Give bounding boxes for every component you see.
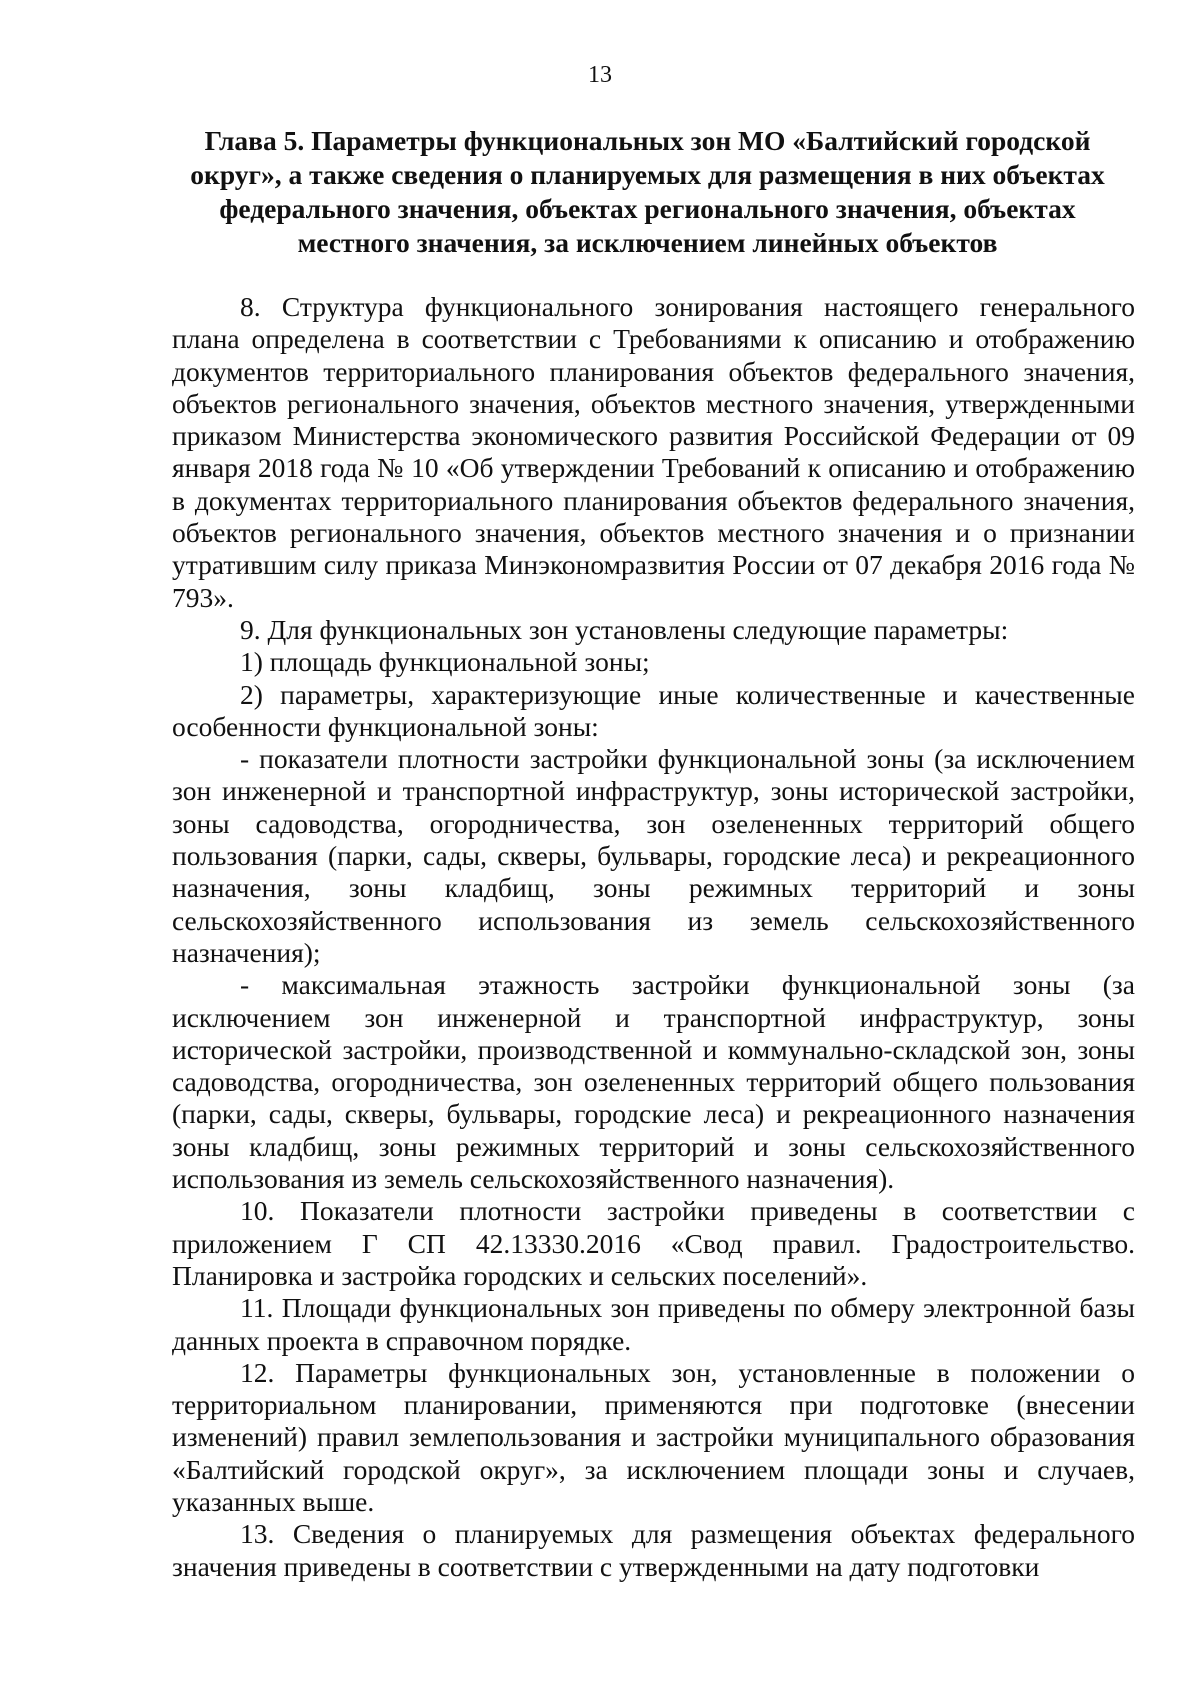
paragraph-13: 13. Сведения о планируемых для размещения объектах федерального значения приведены в соответствии с утвержденными на дату подготовки (172, 1518, 1135, 1582)
dash-item-floors: - максимальная этажность застройки функциональной зоны (за исключением зон инженерной и транспортной инфраструктур, зоны исторической застройки, производственной и коммунально-складской зон, зоны садоводства, огородничества, зон озелененных территорий общего пользования (парки, сады, скверы, бульвары, городские леса) и рекреационного назначения зоны кладбищ, зоны режимных территорий и зоны сельскохозяйственного использования из земель сельскохозяйственного назначения). (172, 969, 1135, 1195)
heading-line-4: местного значения, за исключением линейных объектов (297, 227, 998, 258)
paragraph-8: 8. Структура функционального зонирования настоящего генерального плана определена в соответствии с Требованиями к описанию и отображению документов территориального планирования объектов федерального значения, объектов регионального значения, объектов местного значения, утвержденными приказом Министерства экономического развития Российской Федерации от 09 января 2018 года № 10 «Об утверждении Требований к описанию и отображению в документах территориального планирования объектов федерального значения, объектов регионального значения, объектов местного значения и о признании утратившим силу приказа Минэкономразвития России от 07 декабря 2016 года № 793». (172, 291, 1135, 613)
page-number: 13 (588, 62, 612, 88)
heading-line-1: Глава 5. Параметры функциональных зон МО «Балтийский городской (204, 125, 1091, 156)
list-item-2: 2) параметры, характеризующие иные количественные и качественные особенности функциональной зоны: (172, 678, 1135, 742)
chapter-heading (160, 124, 1135, 260)
dash-item-density: - показатели плотности застройки функциональной зоны (за исключением зон инженерной и транспортной инфраструктур, зоны исторической застройки, зоны садоводства, огородничества, зон озелененных территорий общего пользования (парки, сады, скверы, бульвары, городские леса) и рекреационного назначения, зоны кладбищ, зоны режимных территорий и зоны сельскохозяйственного использования из земель сельскохозяйственного назначения); (172, 743, 1135, 968)
paragraph-9: 9. Для функциональных зон установлены следующие параметры: (240, 613, 1009, 645)
paragraph-12: 12. Параметры функциональных зон, установленные в положении о территориальном планировании, применяются при подготовке (внесении изменений) правил землепользования и застройки муниципального образования «Балтийский городской округ», за исключением площади зоны и случаев, указанных выше. (172, 1356, 1135, 1517)
heading-line-3: федерального значения, объектах регионального значения, объектах (219, 193, 1076, 224)
body-text (172, 291, 1135, 1583)
paragraph-10: 10. Показатели плотности застройки приведены в соответствии с приложением Г СП 42.13330.2016 «Свод правил. Градостроительство. Планировка и застройка городских и сельских поселений». (172, 1195, 1135, 1291)
list-item-1: 1) площадь функциональной зоны; (240, 646, 650, 678)
heading-line-2: округ», а также сведения о планируемых для размещения в них объектах (190, 159, 1105, 190)
paragraph-11: 11. Площади функциональных зон приведены по обмеру электронной базы данных проекта в справочном порядке. (172, 1292, 1135, 1356)
